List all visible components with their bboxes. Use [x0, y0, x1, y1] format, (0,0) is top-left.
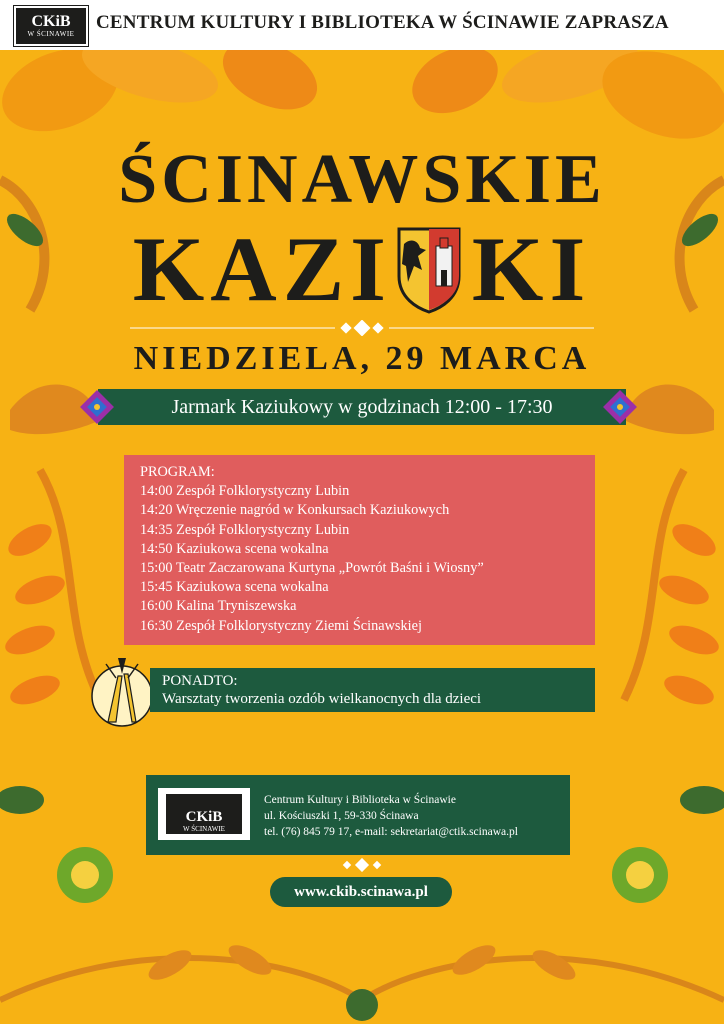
folk-diamond-icon	[603, 390, 637, 424]
fair-banner-text: Jarmark Kaziukowy w godzinach 12:00 - 17:30	[171, 395, 553, 418]
extra-box	[150, 668, 595, 712]
footer-contact	[264, 792, 564, 840]
event-date: NIEDZIELA, 29 MARCA	[133, 340, 591, 377]
ckib-logo	[14, 6, 88, 46]
program-item: 14:20 Wręczenie nagród w Konkursach Kaziukowych	[140, 502, 450, 519]
folk-diamond-icon	[80, 390, 114, 424]
footer-logo-main: CKiB	[185, 809, 223, 825]
website-link[interactable]: www.ckib.scinawa.pl	[270, 877, 452, 907]
program-item: 14:50 Kaziukowa scena wokalna	[140, 540, 329, 557]
event-title-line2	[0, 218, 724, 320]
extra-text: Warsztaty tworzenia ozdób wielkanocnych dla dzieci	[162, 691, 482, 707]
program-item: 15:00 Teatr Zaczarowana Kurtyna „Powrót Baśni i Wiosny”	[140, 560, 484, 577]
program-item: 16:00 Kalina Tryniszewska	[140, 598, 297, 615]
event-title-line1: ŚCINAWSKIE	[118, 141, 606, 218]
extra-heading: PONADTO:	[162, 673, 238, 689]
footer-logo-sub: W ŚCINAWIE	[183, 825, 225, 833]
program-heading: PROGRAM:	[140, 464, 215, 480]
logo-sub-text: W ŚCINAWIE	[27, 30, 75, 38]
program-item: 15:45 Kaziukowa scena wokalna	[140, 579, 329, 596]
ornament-divider	[340, 858, 384, 872]
program-item: 14:35 Zespół Folklorystyczny Lubin	[140, 521, 350, 538]
footer-phone-email[interactable]: tel. (76) 845 79 17, e-mail: sekretariat@ctik.scinawa.pl	[264, 826, 518, 838]
event-title-line2-right: KI	[471, 218, 592, 320]
footer-logo	[158, 788, 250, 840]
program-box	[124, 455, 595, 645]
fair-banner	[98, 389, 626, 425]
logo-main-text: CKiB	[31, 13, 71, 30]
header-title: CENTRUM KULTURY I BIBLIOTEKA W ŚCINAWIE ZAPRASZA	[96, 12, 669, 33]
ornament-divider	[130, 320, 594, 336]
program-item: 14:00 Zespół Folklorystyczny Lubin	[140, 483, 350, 500]
program-item: 16:30 Zespół Folklorystyczny Ziemi Ścinawskiej	[140, 617, 422, 634]
event-title-line2-left: KAZI	[132, 218, 392, 320]
footer-org: Centrum Kultury i Biblioteka w Ścinawie	[264, 794, 456, 806]
footer-address: ul. Kościuszki 1, 59-330 Ścinawa	[264, 810, 419, 822]
paintbrush-egg-icon	[88, 652, 154, 728]
coat-of-arms-icon	[396, 226, 462, 314]
